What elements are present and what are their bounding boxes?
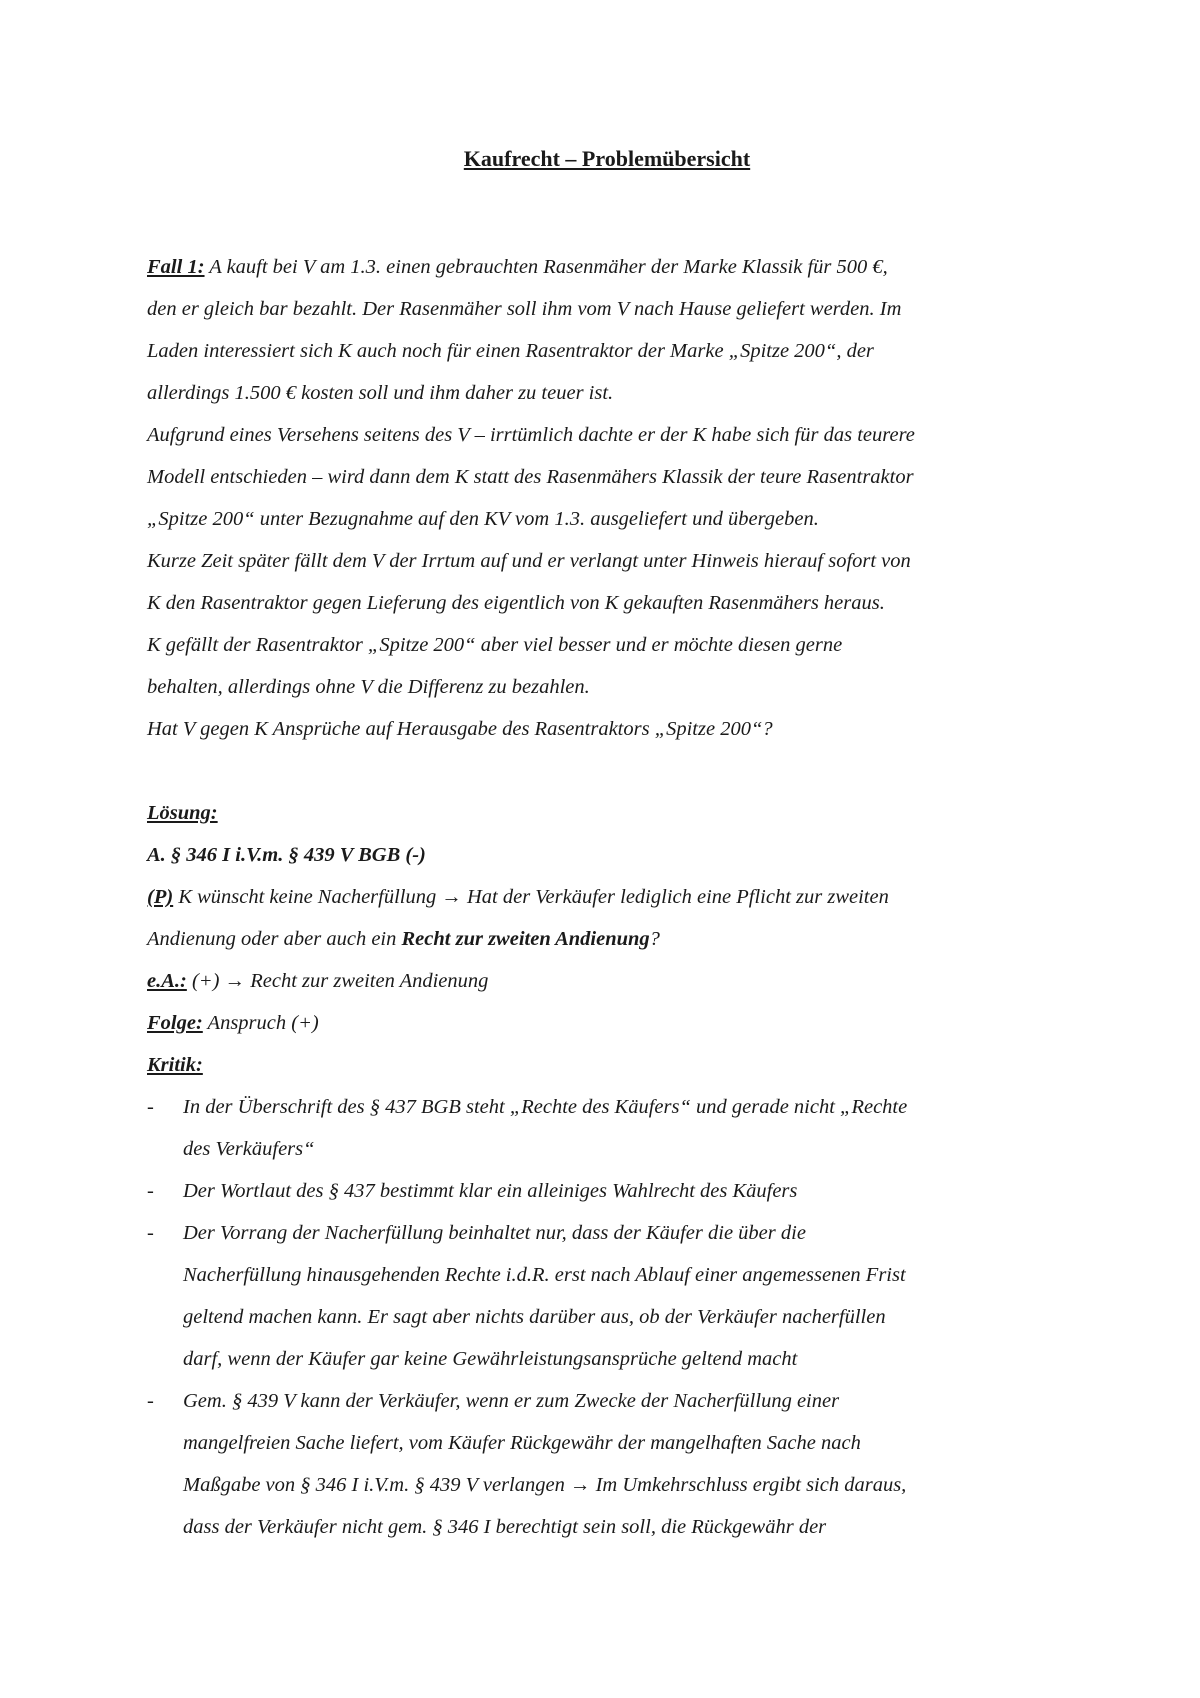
- kritik-item-line: Der Vorrang der Nacherfüllung beinhaltet nur, dass der Käufer die über die: [183, 1222, 806, 1244]
- ea-line: [147, 960, 1067, 1002]
- case-line: „Spitze 200“ unter Bezugnahme auf den KV vom 1.3. ausgeliefert und übergeben.: [147, 508, 819, 530]
- problem-line: [147, 918, 1067, 960]
- case-question: Hat V gegen K Ansprüche auf Herausgabe des Rasentraktors „Spitze 200“?: [147, 718, 773, 740]
- ea-text: (+) → Recht zur zweiten Andienung: [186, 970, 489, 992]
- case-line: den er gleich bar bezahlt. Der Rasenmäher soll ihm vom V nach Hause geliefert werden. Im: [147, 298, 902, 320]
- list-dash: -: [147, 1390, 154, 1412]
- solution-heading-a: A. § 346 I i.V.m. § 439 V BGB (-): [147, 844, 426, 866]
- kritik-list: [147, 1086, 1067, 1548]
- kritik-item-line: dass der Verkäufer nicht gem. § 346 I berechtigt sein soll, die Rückgewähr der: [183, 1516, 827, 1538]
- kritik-item-line: In der Überschrift des § 437 BGB steht „Rechte des Käufers“ und gerade nicht „Rechte: [183, 1096, 908, 1118]
- kritik-item-line: darf, wenn der Käufer gar keine Gewährleistungsansprüche geltend macht: [183, 1348, 798, 1370]
- solution-line: [147, 792, 1067, 834]
- case-line: Modell entschieden – wird dann dem K statt des Rasenmähers Klassik der teure Rasentraktor: [147, 466, 914, 488]
- list-dash: -: [147, 1180, 154, 1202]
- list-dash: -: [147, 1096, 154, 1118]
- folge-line: [147, 1002, 1067, 1044]
- kritik-label: Kritik:: [147, 1054, 203, 1076]
- kritik-item: [147, 1380, 1067, 1548]
- kritik-item-line: des Verkäufers“: [183, 1138, 315, 1160]
- problem-emphasis: Recht zur zweiten Andienung: [401, 928, 650, 950]
- case-line: behalten, allerdings ohne V die Differenz zu bezahlen.: [147, 676, 590, 698]
- case-line: K den Rasentraktor gegen Lieferung des eigentlich von K gekauften Rasenmähers heraus.: [147, 592, 885, 614]
- kritik-item-line: Der Wortlaut des § 437 bestimmt klar ein alleiniges Wahlrecht des Käufers: [183, 1180, 798, 1202]
- solution-section: [147, 792, 1067, 1548]
- solution-label: Lösung:: [147, 802, 218, 824]
- problem-label: (P): [147, 886, 174, 908]
- problem-text: K wünscht keine Nacherfüllung → Hat der Verkäufer lediglich eine Pflicht zur zweiten: [173, 886, 889, 908]
- kritik-item: [147, 1212, 1067, 1380]
- problem-text: ?: [649, 928, 660, 950]
- folge-text: Anspruch (+): [202, 1012, 319, 1034]
- kritik-item-line: Nacherfüllung hinausgehenden Rechte i.d.R. erst nach Ablauf einer angemessenen Frist: [183, 1264, 906, 1286]
- kritik-item-line: Maßgabe von § 346 I i.V.m. § 439 V verlangen → Im Umkehrschluss ergibt sich daraus,: [183, 1474, 907, 1496]
- document-page: [147, 140, 1067, 1548]
- case-line: Aufgrund eines Versehens seitens des V – irrtümlich dachte er der K habe sich für das teurere: [147, 424, 915, 446]
- kritik-line: [147, 1044, 1067, 1086]
- case-section: [147, 246, 1067, 750]
- problem-line: [147, 876, 1067, 918]
- list-dash: -: [147, 1222, 154, 1244]
- case-label: Fall 1:: [147, 256, 205, 278]
- kritik-item: [147, 1086, 1067, 1170]
- case-line: K gefällt der Rasentraktor „Spitze 200“ aber viel besser und er möchte diesen gerne: [147, 634, 843, 656]
- kritik-item-line: geltend machen kann. Er sagt aber nichts darüber aus, ob der Verkäufer nacherfüllen: [183, 1306, 886, 1328]
- kritik-item: [147, 1170, 1067, 1212]
- case-line-text: A kauft bei V am 1.3. einen gebrauchten Rasenmäher der Marke Klassik für 500 €,: [204, 256, 888, 278]
- folge-label: Folge:: [147, 1012, 203, 1034]
- case-line: Laden interessiert sich K auch noch für einen Rasentraktor der Marke „Spitze 200“, der: [147, 340, 874, 362]
- case-line: Kurze Zeit später fällt dem V der Irrtum auf und er verlangt unter Hinweis hierauf sofort von: [147, 550, 911, 572]
- ea-label: e.A.:: [147, 970, 187, 992]
- case-line: [147, 246, 1067, 288]
- kritik-item-line: mangelfreien Sache liefert, vom Käufer Rückgewähr der mangelhaften Sache nach: [183, 1432, 861, 1454]
- document-title: Kaufrecht – Problemübersicht: [463, 146, 751, 171]
- case-line: allerdings 1.500 € kosten soll und ihm daher zu teuer ist.: [147, 382, 614, 404]
- kritik-item-line: Gem. § 439 V kann der Verkäufer, wenn er zum Zwecke der Nacherfüllung einer: [183, 1390, 840, 1412]
- problem-text: Andienung oder aber auch ein: [147, 928, 402, 950]
- spacer: [147, 750, 1067, 792]
